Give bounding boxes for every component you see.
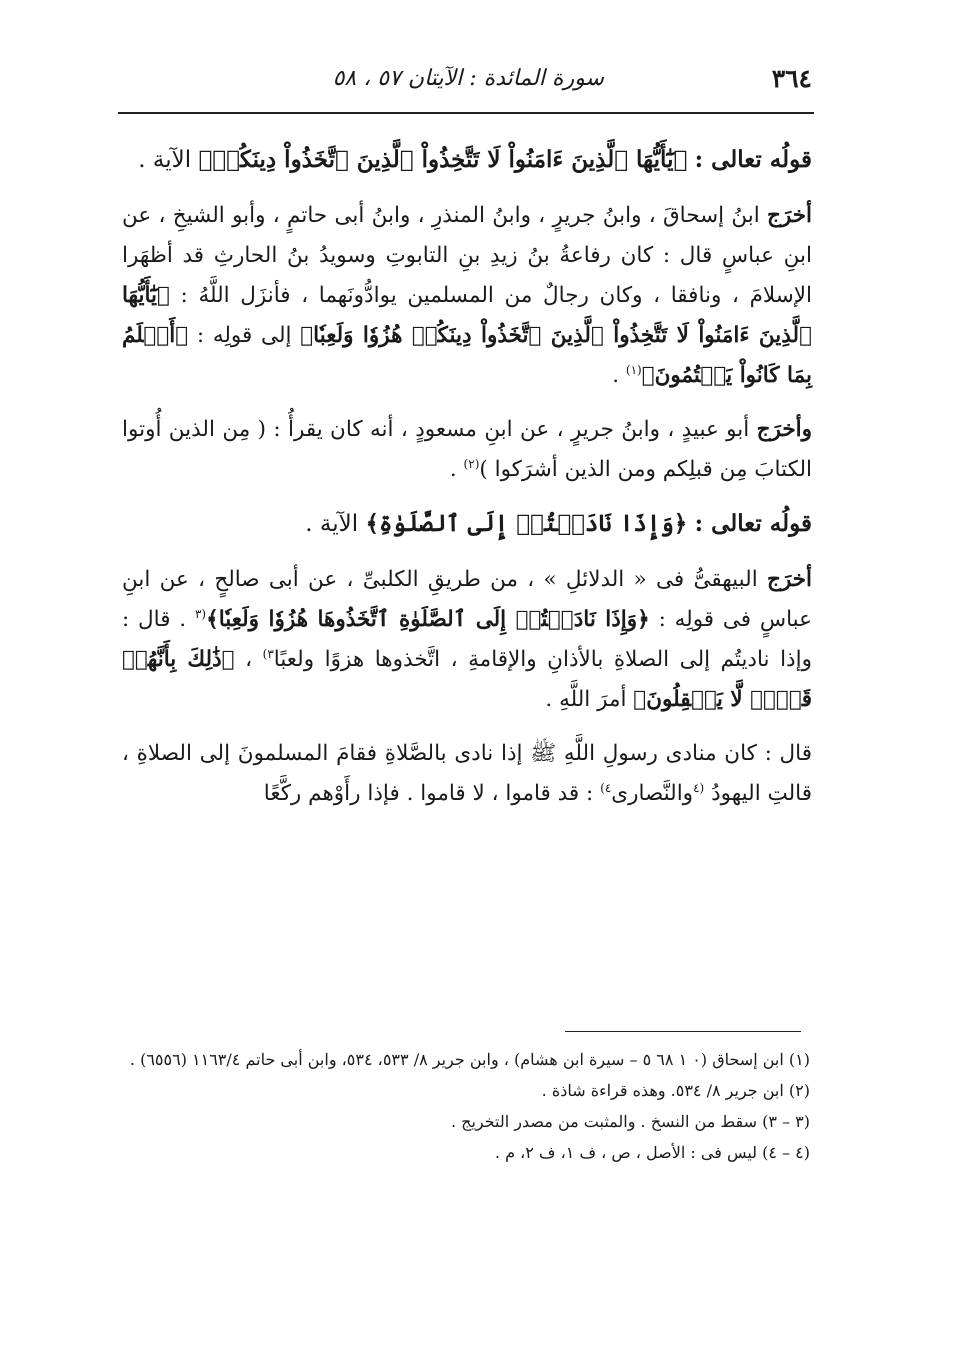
quran-verse: ﴿ذَٰلِكَ بِأَنَّهُمۡ قَوۡمٞ لَّا يَعۡقِلُونَ﴾ [122, 647, 812, 712]
quran-verse: ﴿أَعۡلَمُ بِمَا كَانُواْ يَكۡتُمُونَ﴾ [122, 323, 812, 388]
heading-label: قولُه تعالى : [694, 146, 812, 173]
paragraph-1 [122, 196, 812, 396]
paragraph-text: ابنُ إسحاقَ ، وابنُ جريرٍ ، وابنُ المنذرِ ، وابنُ أبى حاتمٍ ، وأبو الشيخِ ، عن ابنِ عباسٍ قال : كان رفاعةُ بنُ زيدِ بنِ التابوتِ وسويدُ بنُ الحارثِ قد أظهَرا الإسلامَ ، ونافقا ، وكان رجالٌ من المسلمين يوادُّونَهما ، فأنزَل اللَّهُ : [122, 203, 812, 308]
paragraph-lead: أخرَج [766, 203, 812, 228]
paragraph-lead: وأخرَج [756, 417, 812, 442]
paragraph-text: . قال : وإذا ناديتُم إلى الصلاةِ بالأذانِ والإقامةِ ، اتَّخذوها هزوًا ولعبًا [122, 607, 812, 672]
paragraph-text: ، [245, 647, 253, 672]
footnote-ref[interactable]: (٣ [194, 606, 207, 621]
quran-verse: ﴿يَٰٓأَيُّهَا ٱلَّذِينَ ءَامَنُواْ لَا تَتَّخِذُواْ ٱلَّذِينَ ٱتَّخَذُواْ دِينَكُمۡ هُزُوٗا وَلَعِبٗا﴾ [122, 283, 812, 348]
paragraph-text: البيهقىُّ فى « الدلائلِ » ، من طريقِ الكلبىِّ ، عن أبى صالحٍ ، عن ابنِ عباسٍ فى قولِه : [122, 567, 812, 632]
heading-label: قولُه تعالى : [694, 510, 812, 537]
footnote-2: (٢) ابن جرير ٨/ ٥٣٤. وهذه قراءة شاذة . [541, 1081, 810, 1100]
paragraph-end: . [612, 363, 620, 388]
footnote-ref[interactable]: (٤ [693, 780, 705, 795]
footnote-ref[interactable]: (٢) [463, 456, 480, 471]
paragraph-4 [122, 734, 812, 814]
quran-verse: ﴿وَإِذَا نَادَيۡتُمۡ إِلَى ٱلصَّلَوٰةِ ٱتَّخَذُوهَا هُزُوٗا وَلَعِبٗا﴾ [206, 607, 650, 632]
quran-verse: ﴿يَٰٓأَيُّهَا ٱلَّذِينَ ءَامَنُواْ لَا تَتَّخِذُواْ ٱلَّذِينَ ٱتَّخَذُواْ دِينَكُمۡ﴾ [198, 146, 688, 173]
running-title: سورة المائدة : الآيتان ٥٧ ، ٥٨ [332, 66, 604, 91]
footnotes [120, 1044, 810, 1168]
paragraph-text: أمرَ اللَّهِ . [545, 687, 627, 712]
paragraph-lead: أخرَج [766, 567, 812, 592]
paragraph-text: أبو عبيدٍ ، وابنُ جريرٍ ، عن ابنِ مسعودٍ ، أنه كان يقرأُ : ( مِن الذين أُوتوا الكتابَ مِن قبلِكم ومن الذين أشرَكوا ) [122, 417, 812, 482]
paragraph-2 [122, 410, 812, 490]
paragraph-end: . [449, 457, 457, 482]
section-heading-2 [122, 504, 812, 544]
page-number: ٣٦٤ [771, 64, 812, 93]
page-header [118, 62, 814, 102]
paragraph-text: : قد قاموا ، لا قاموا . فإذا رأَوْهم ركَّعًا [263, 781, 594, 806]
header-rule [118, 112, 814, 114]
quran-verse: ﴿وَإِذَا نَادَيۡتُمۡ إِلَى ٱلصَّلَوٰةِ﴾ [365, 510, 688, 537]
paragraph-3 [122, 560, 812, 720]
footnote-separator [565, 1031, 801, 1032]
paragraph-text: إلى قولِه : [196, 323, 292, 348]
heading-tail: الآية . [305, 511, 359, 537]
paragraph-text: قال : كان منادى رسولِ اللَّهِ ﷺ إذا نادى بالصَّلاةِ فقامَ المسلمونَ إلى الصلاةِ ، قالتِ اليهودُ [122, 741, 812, 806]
footnote-ref[interactable]: ٣) [262, 646, 274, 661]
footnote-3: (٣ – ٣) سقط من النسخ . والمثبت من مصدر التخريج . [450, 1112, 810, 1131]
footnote-4: (٤ – ٤) ليس فى : الأصل ، ص ، ف ١، ف ٢، م . [494, 1143, 810, 1162]
paragraph-text: والنَّصارى [611, 781, 694, 806]
footnote-ref[interactable]: ٤) [600, 780, 612, 795]
heading-tail: الآية . [138, 147, 192, 173]
section-heading-1 [122, 140, 812, 180]
main-text [122, 140, 812, 828]
footnote-1: (١) ابن إسحاق (٠ ١ ٦٨ ٥ – سيرة ابن هشام) ، وابن جرير ٨/ ٥٣٣، ٥٣٤، وابن أبى حاتم ١١٦٣/٤ (٦٥٥٦) . [129, 1050, 810, 1069]
footnote-ref[interactable]: (١) [625, 362, 642, 377]
